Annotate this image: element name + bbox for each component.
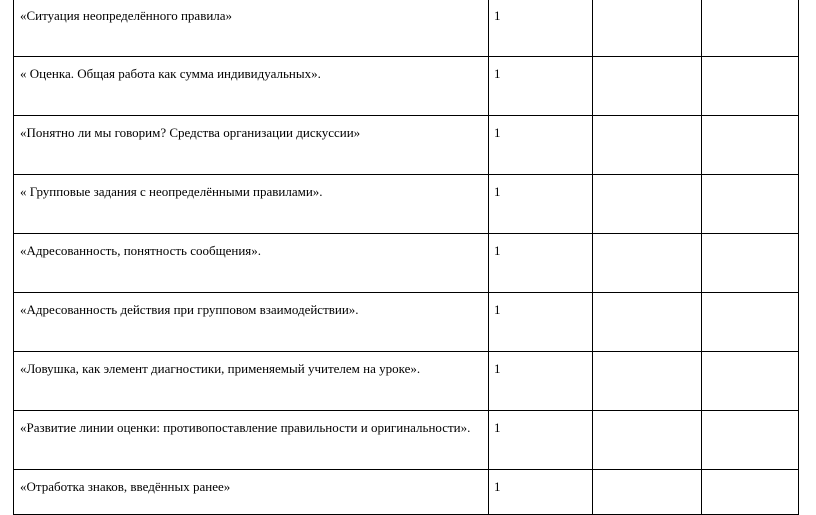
table-row: [14, 352, 799, 411]
empty-cell: [702, 470, 799, 515]
topic-cell: «Ловушка, как элемент диагностики, применяемый учителем на уроке».: [14, 352, 489, 411]
empty-cell: [702, 293, 799, 352]
empty-cell: [593, 116, 702, 175]
hours-cell: 1: [489, 293, 593, 352]
empty-cell: [702, 57, 799, 116]
empty-cell: [702, 0, 799, 57]
empty-cell: [702, 411, 799, 470]
hours-cell: 1: [489, 411, 593, 470]
lesson-plan-table: [13, 0, 799, 515]
topic-cell: «Ситуация неопределённого правила»: [14, 0, 489, 57]
empty-cell: [702, 352, 799, 411]
table-row: [14, 0, 799, 57]
hours-cell: 1: [489, 234, 593, 293]
empty-cell: [593, 352, 702, 411]
hours-cell: 1: [489, 470, 593, 515]
hours-cell: 1: [489, 0, 593, 57]
hours-cell: 1: [489, 352, 593, 411]
table-row: [14, 116, 799, 175]
empty-cell: [593, 470, 702, 515]
table-row: [14, 175, 799, 234]
table-row: [14, 470, 799, 515]
hours-cell: 1: [489, 116, 593, 175]
empty-cell: [593, 411, 702, 470]
empty-cell: [702, 175, 799, 234]
hours-cell: 1: [489, 57, 593, 116]
table-row: [14, 293, 799, 352]
topic-cell: «Адресованность действия при групповом взаимодействии».: [14, 293, 489, 352]
topic-cell: «Понятно ли мы говорим? Средства организации дискуссии»: [14, 116, 489, 175]
empty-cell: [593, 234, 702, 293]
empty-cell: [702, 234, 799, 293]
topic-cell: «Отработка знаков, введённых ранее»: [14, 470, 489, 515]
table-row: [14, 57, 799, 116]
topic-cell: «Адресованность, понятность сообщения».: [14, 234, 489, 293]
empty-cell: [593, 175, 702, 234]
table-row: [14, 411, 799, 470]
empty-cell: [702, 116, 799, 175]
empty-cell: [593, 57, 702, 116]
topic-cell: «Развитие линии оценки: противопоставление правильности и оригинальности».: [14, 411, 489, 470]
topic-cell: « Оценка. Общая работа как сумма индивидуальных».: [14, 57, 489, 116]
table-row: [14, 234, 799, 293]
topic-cell: « Групповые задания с неопределёнными правилами».: [14, 175, 489, 234]
empty-cell: [593, 0, 702, 57]
hours-cell: 1: [489, 175, 593, 234]
empty-cell: [593, 293, 702, 352]
